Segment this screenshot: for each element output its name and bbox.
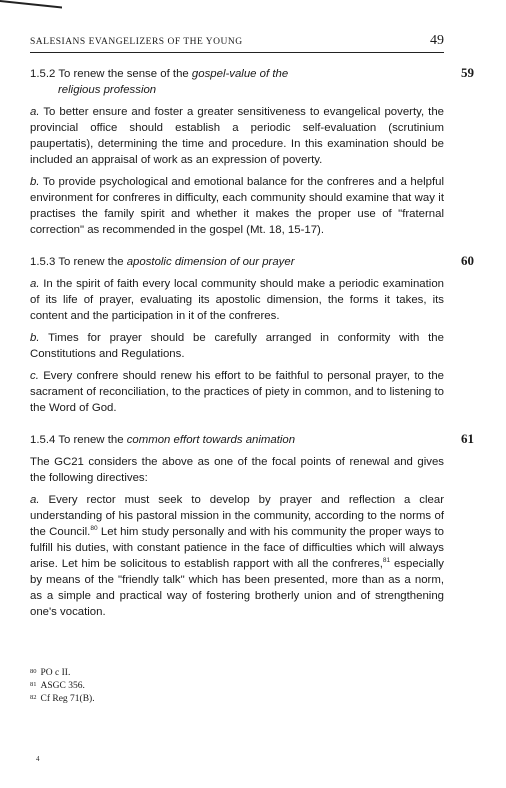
footnote-mark: 82 [30,694,37,701]
footnote-text: Cf Reg 71(B). [40,694,95,704]
footnote [30,679,330,692]
footnote-text: PO c II. [40,668,71,678]
paragraph [30,368,444,416]
section-number: 1.5.2 [30,68,56,80]
page-footer-signature: 4 [36,755,40,763]
paragraph [30,330,444,362]
paragraph-marker: c. [30,370,39,382]
heading-italic: apostolic dimension of our prayer [126,256,295,268]
footnote [30,692,330,705]
footnote-ref: 80 [90,525,98,532]
footnote [30,666,330,679]
footnote-ref: 81 [382,557,391,564]
footnote-mark: 80 [30,668,37,675]
heading-italic: gospel-value of the [191,68,289,80]
margin-number: 59 [461,65,474,80]
footnote-mark: 81 [30,681,37,688]
paragraph-marker: b. [30,176,40,188]
paragraph-marker: a. [30,494,40,506]
paragraph-text: Every rector must seek to develop by prayer and reflection a clear understanding of his pastoral mission in the community, according to the norms of the Council. [30,494,444,538]
paragraph-text: To better ensure and foster a greater sensitiveness to evangelical poverty, the provincial office should establish a periodic self-evaluation (scrutinium paupertatis), determining the time and procedure. In this examination should be included an appraisal of work as an expression of poverty. [30,106,445,166]
paragraph-text: To provide psychological and emotional balance for the confreres and a helpful environment for confreres in difficulty, each community should examine that way it practises the family spirit and whether it makes the proper use of "fraternal correction" as recommended in the gospel (Mt. 18, 15-17). [30,176,444,236]
heading-italic-cont: religious profession [58,84,157,96]
margin-number: 60 [461,253,474,268]
section-number: 1.5.3 [30,256,56,268]
paragraph-text: In the spirit of faith every local community should make a periodic examination of its life of prayer, evaluating its apostolic dimension, the forms it takes, its content and the participation in it of the confreres. [30,278,444,322]
corner-crop-mark [0,0,62,19]
footnote-text: ASGC 356. [40,681,85,691]
paragraph [30,174,444,238]
section-number: 1.5.4 [30,434,56,446]
section-heading-1-5-3 [30,253,474,270]
running-title: SALESIANS EVANGELIZERS OF THE YOUNG [30,37,243,47]
heading-italic: common effort towards animation [126,434,296,446]
paragraph [30,492,444,620]
paragraph [30,276,444,324]
paragraph-text: Every confrere should renew his effort to be faithful to personal prayer, to the sacrament of reconciliation, to the practices of piety in common, and to listening to the Word of God. [30,370,444,414]
footnotes [30,666,330,705]
heading-plain: To renew the [58,434,127,446]
paragraph-marker: a. [30,106,40,118]
heading-plain: To renew the sense of the [58,68,192,80]
paragraph-marker: a. [30,278,40,290]
heading-plain: To renew the [58,256,127,268]
paragraph-text: Let him study personally and with his community the proper ways to fulfill his duties, with constant patience in the face of difficulties which will always arise. Let him be solicitous to establish rapport with all the confreres, [30,526,444,570]
page-body [30,65,474,626]
margin-number: 61 [461,431,474,446]
section-heading-1-5-4 [30,431,474,448]
paragraph [30,104,444,168]
running-header [30,33,444,53]
paragraph-text: especially by means of the "friendly talk" which has been presented, more than as a norm, as a simple and practical way of fostering brotherly union and of strengthening one's vocation. [30,558,444,618]
intro-paragraph: The GC21 considers the above as one of the focal points of renewal and gives the following directives: [30,456,444,484]
paragraph-marker: b. [30,332,40,344]
section-heading-1-5-2 [30,65,474,98]
page-number: 49 [430,33,444,48]
paragraph-text: Times for prayer should be carefully arranged in conformity with the Constitutions and Regulations. [30,332,444,360]
